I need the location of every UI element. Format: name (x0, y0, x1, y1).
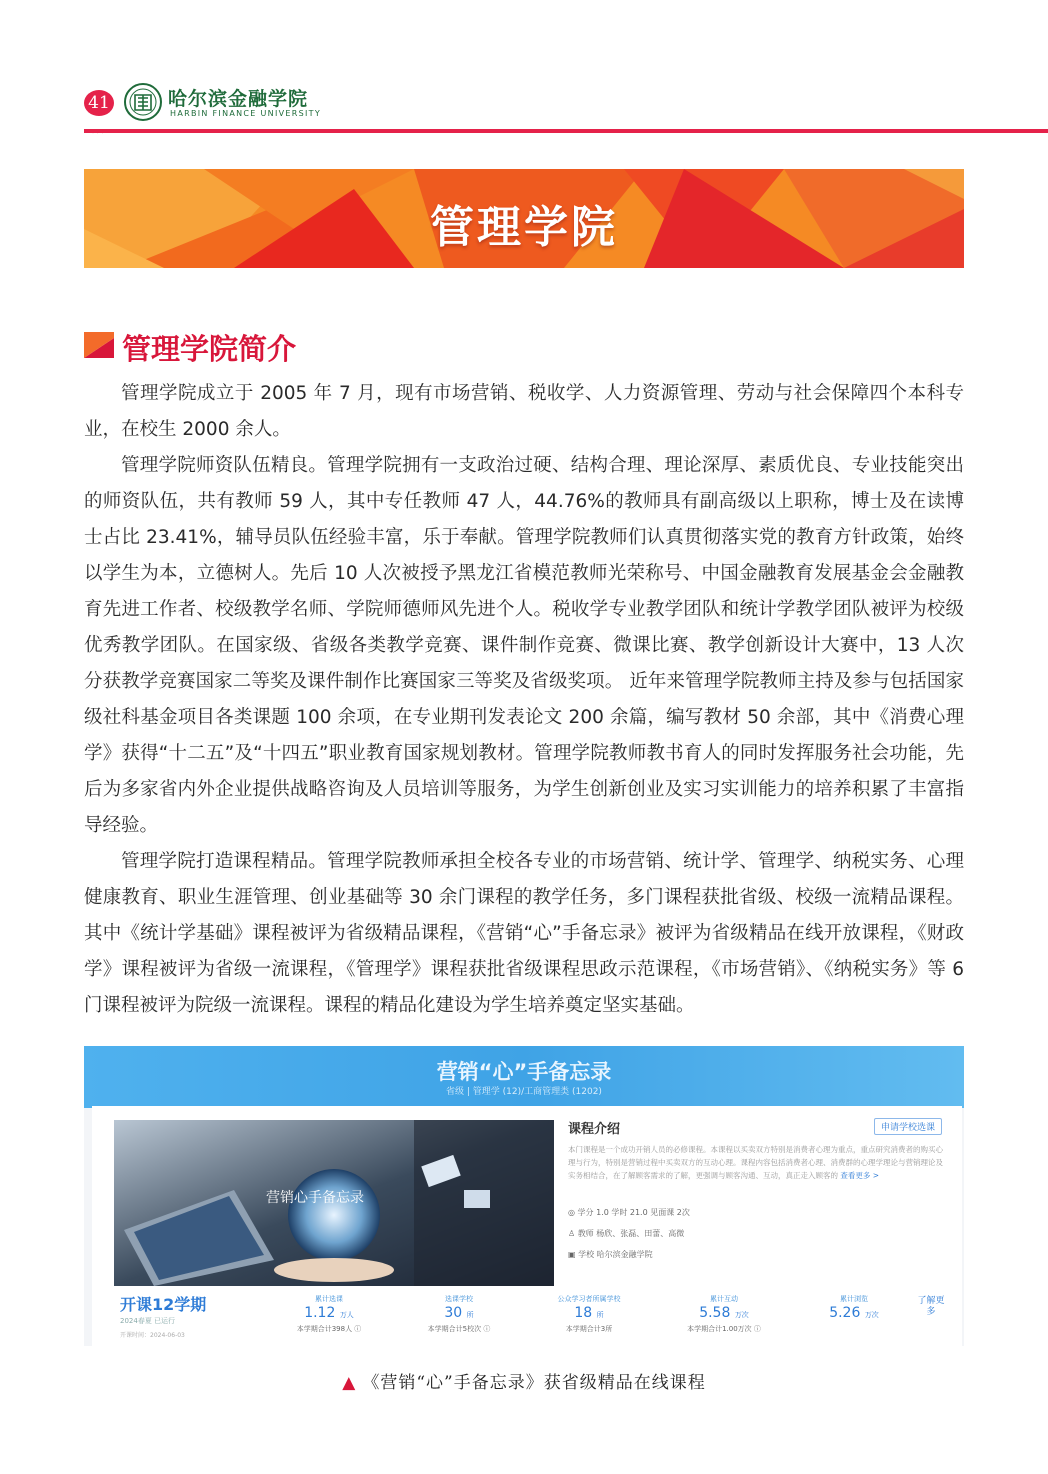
triangle-icon: ▲ (342, 1373, 357, 1393)
stat-schools: 选课学校 30 所 本学期合计5校次 ⓘ (427, 1295, 491, 1333)
header-chevrons: ››› (92, 127, 107, 137)
university-seal-logo (124, 83, 162, 121)
course-cover-image (114, 1120, 554, 1286)
cover-text: 营销心手备忘录 (266, 1190, 364, 1206)
stat-public-learner-schools: 公众学习者所属学校 18 所 本学期合计3所 (557, 1295, 621, 1333)
stat-views: 累计浏览 5.26 万次 (829, 1295, 879, 1321)
course-screenshot (84, 1046, 964, 1346)
semester-count: 开课12学期 (120, 1295, 207, 1314)
course-title: 营销“心”手备忘录 (436, 1060, 612, 1084)
intro-title: 课程介绍 (568, 1122, 621, 1137)
view-more-link[interactable]: 查看更多 > (840, 1171, 880, 1180)
section-title: 管理学院简介 (122, 332, 297, 366)
course-subtitle: 省级 | 管理学 (12)/工商管理类 (1202) (446, 1087, 602, 1097)
banner-title: 管理学院 (430, 202, 618, 253)
header-divider (84, 129, 1048, 133)
course-intro-panel (568, 1118, 948, 1260)
stat-total-enroll: 累计选课 1.12 万人 本学期合计398人 ⓘ (296, 1295, 362, 1333)
meta-teachers: ♙ 教师 杨欣、张磊、田蕾、高微 (568, 1229, 685, 1238)
semester-status: 2024春夏 已运行 (120, 1317, 176, 1325)
logo-english-name: HARBIN FINANCE UNIVERSITY (170, 109, 322, 118)
paragraph-courses: 管理学院打造课程精品。管理学院教师承担全校各专业的市场营销、统计学、管理学、纳税实务、心理健康教育、职业生涯管理、创业基础等 30 余门课程的教学任务，多门课程获批省级、校级一流精品课程。其中《统计学基础》课程被评为省级精品课程，《营销“心”手备忘录》被评为省级精品在线开放课程，《财政学》课程被评为省级一流课程，《管理学》课程获批省级课程思政示范课程，《市场营销》、《纳税实务》等 6 门课程被评为院级一流课程。课程的精品化建设为学生培养奠定坚实基础。 (84, 851, 964, 1016)
learn-more-button[interactable]: 了解更多 (917, 1296, 945, 1317)
meta-credits: ◎ 学分 1.0 学时 21.0 见面课 2次 (568, 1208, 690, 1217)
course-header (84, 1046, 964, 1108)
semester-date: 开课时间：2024-06-03 (120, 1332, 185, 1339)
teacher-icon: ♙ (568, 1229, 578, 1238)
course-card (92, 1106, 962, 1346)
logo-chinese-name: 哈尔滨金融学院 (168, 88, 309, 110)
apply-school-button[interactable]: 申请学校选课 (874, 1118, 942, 1135)
course-stats-bar (114, 1292, 954, 1342)
body-text (84, 376, 964, 1024)
school-icon: ▣ (568, 1250, 579, 1259)
meta-school: ▣ 学校 哈尔滨金融学院 (568, 1250, 653, 1259)
title-banner (84, 169, 964, 268)
stat-interactions: 累计互动 5.58 万次 本学期合计1.00万次 ⓘ (687, 1295, 761, 1333)
section-marker-icon (84, 332, 114, 358)
credit-icon: ◎ (568, 1208, 578, 1217)
page-number: 41 (84, 90, 114, 116)
paragraph-intro: 管理学院成立于 2005 年 7 月，现有市场营销、税收学、人力资源管理、劳动与社会保障四个本科专业，在校生 2000 余人。 (84, 383, 964, 440)
figure-caption: ▲ 《营销“心”手备忘录》获省级精品在线课程 (342, 1373, 706, 1393)
intro-description: 本门课程是一个成功开销人员的必修课程。本课程以买卖双方特别是消费者心理为重点，重点研究消费者的购买心理与行为，特别是营销过程中买卖双方的互动心理。课程内容包括消费者心理、消费群的心理学理论与营销理论及实务相结合，在了解顾客需求的了解，更强调与顾客沟通、互动，真正走入顾客的 查看更多 > (568, 1145, 943, 1180)
paragraph-faculty: 管理学院师资队伍精良。管理学院拥有一支政治过硬、结构合理、理论深厚、素质优良、专业技能突出的师资队伍，共有教师 59 人，其中专任教师 47 人，44.76%的教师具有副高级以上职称，博士及在读博士占比 23.41%，辅导员队伍经验丰富，乐于奉献。管理学院教师们认真贯彻落实党的教育方针政策，始终以学生为本，立德树人。先后 10 人次被授予黑龙江省模范教师光荣称号、中国金融教育发展基金会金融教育先进工作者、校级教学名师、学院师德师风先进个人。税收学专业教学团队和统计学教学团队被评为校级优秀教学团队。在国家级、省级各类教学竞赛、课件制作竞赛、微课比赛、教学创新设计大赛中，13 人次分获教学竞赛国家二等奖及课件制作比赛国家三等奖及省级奖项。 近年来管理学院教师主持及参与包括国家级社科基金项目各类课题 100 余项，在专业期刊发表论文 200 余篇，编写教材 50 余部，其中《消费心理学》获得“十二五”及“十四五”职业教育国家规划教材。管理学院教师教书育人的同时发挥服务社会功能，先后为多家省内外企业提供战略咨询及人员培训等服务，为学生创新创业及实习实训能力的培养积累了丰富指导经验。 (84, 455, 964, 836)
